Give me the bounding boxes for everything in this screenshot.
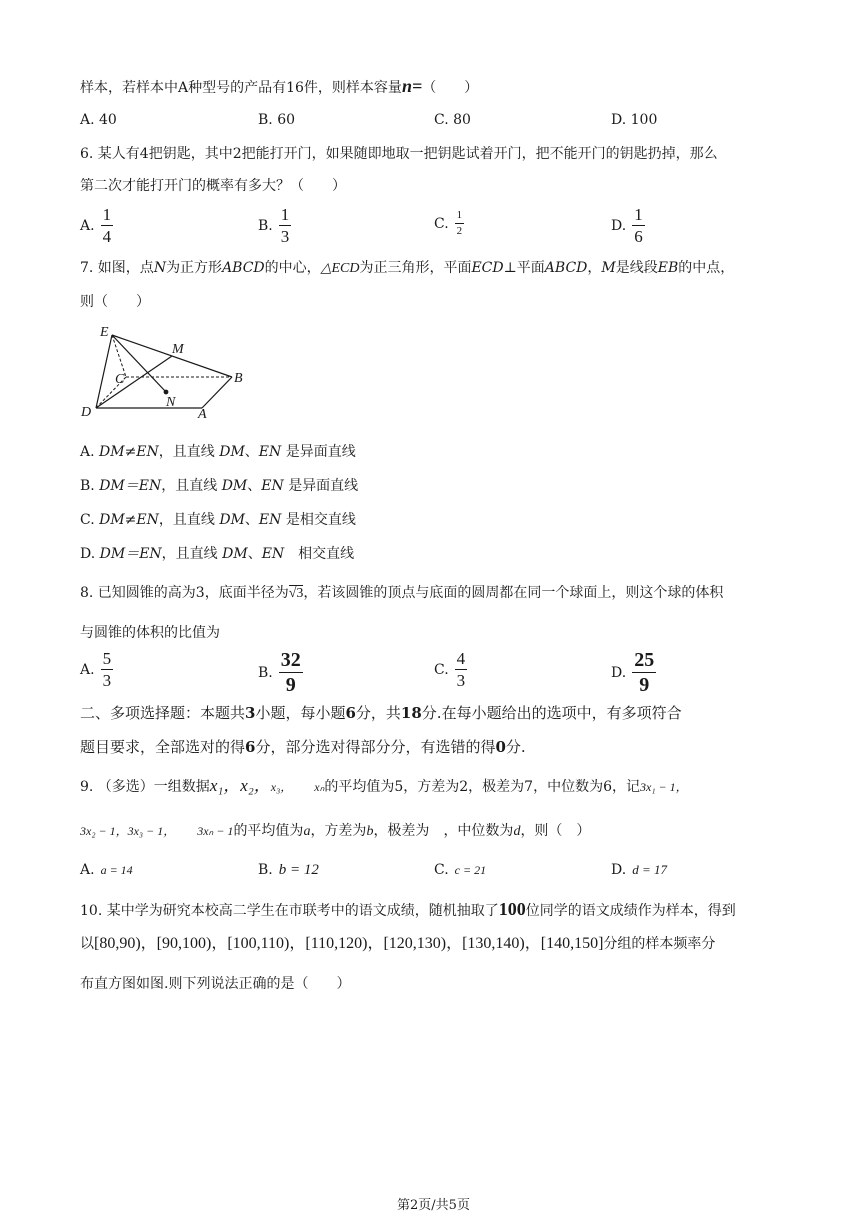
q7-line2: 则（ ） [80,294,150,310]
label-a: A [198,407,207,422]
q9-line1: 9. （多选）一组数据x₁，x₂，x₃， xₙ的平均值为5，方差为2，极差为7，中位数为6，记3x₁ − 1， [80,776,688,795]
q7-line1: 7. 如图，点N为正方形ABCD的中心，△ECD为正三角形，平面ECD⊥平面ABCD，M是线段EB的中点， [80,260,735,276]
q7-option-d[interactable]: D. DM＝EN，且直线 DM、EN 相交直线 [80,546,355,562]
section2-line1: 二、多项选择题：本题共3小题，每小题6分，共18分.在每小题给出的选项中，有多项符合 [80,704,682,722]
q8-option-a[interactable]: A. $\frac{5}{3}$ [80,649,112,690]
q8-line2: 与圆锥的体积的比值为 [80,625,220,641]
q7-option-c[interactable]: C. DM≠EN，且直线 DM、EN 是相交直线 [80,512,356,528]
q6-line2: 第二次才能打开门的概率有多大？（ ） [80,178,346,194]
q5-option-c[interactable]: C. 80 [434,112,471,128]
q9-option-a[interactable]: A. a = 14 [80,862,133,878]
q9-line2: 3x₂ − 1，3x₃ − 1， 3xₙ − 1的平均值为a，方差为b，极差为 ，中位数为d，则（ ） [80,823,591,839]
q5-options [80,110,800,140]
q5-text: 样本，若样本中A种型号的产品有16件，则样本容量n=（ ） [80,76,479,96]
section2-line2: 题目要求，全部选对的得6分，部分选对得部分分，有选错的得0分. [80,738,526,756]
q9-option-d[interactable]: D. d = 17 [611,862,667,878]
q8-option-d[interactable]: D. $\frac{25}{9}$ [611,649,655,696]
q6-options [80,206,800,250]
q5-option-b[interactable]: B. 60 [258,112,296,128]
page-number: 第2页/共5页 [397,1198,470,1213]
q6-option-a[interactable]: A. $\frac{1}{4}$ [80,205,112,246]
q6-option-d[interactable]: D. $\frac{1}{6}$ [611,205,643,246]
q8-options [80,650,800,694]
q6-option-b[interactable]: B. $\frac{1}{3}$ [258,205,290,246]
label-e: E [100,325,109,340]
label-m: M [172,342,184,357]
q6-option-c[interactable]: C. $\frac{1}{2}$ [434,209,463,237]
q9-options [80,860,800,890]
q9-option-c[interactable]: C. c = 21 [434,862,487,878]
label-n: N [166,395,176,410]
q5-option-d[interactable]: D. 100 [611,112,658,128]
q6-line1: 6. 某人有4把钥匙，其中2把能打开门，如果随即地取一把钥匙试着开门，把不能开门的钥匙扔掉，那么 [80,146,718,162]
q7-option-a[interactable]: A. DM≠EN，且直线 DM、EN 是异面直线 [80,444,356,460]
q10-line3: 布直方图如图.则下列说法正确的是（ ） [80,976,351,992]
q5-option-a[interactable]: A. 40 [80,112,117,128]
q9-option-b[interactable]: B. b = 12 [258,862,319,878]
q7-option-b[interactable]: B. DM＝EN，且直线 DM、EN 是异面直线 [80,478,359,494]
label-b: B [234,371,243,386]
q10-line2: 以[80,90)，[90,100)，[100,110)，[110,120)，[120,130)，[130,140)，[140,150]分组的样本频率分 [80,935,716,952]
q8-line1: 8. 已知圆锥的高为3，底面半径为√3，若该圆锥的顶点与底面的圆周都在同一个球面上，则这个球的体积 [80,585,724,601]
label-c: C [115,372,125,387]
q10-line1: 10. 某中学为研究本校高二学生在市联考中的语文成绩，随机抽取了100位同学的语文成绩作为样本，得到 [80,899,736,919]
q7-geometry-figure [76,320,256,430]
label-d: D [81,405,92,420]
q8-option-c[interactable]: C. $\frac{4}{3}$ [434,649,466,690]
q8-option-b[interactable]: B. $\frac{32}{9}$ [258,649,301,696]
